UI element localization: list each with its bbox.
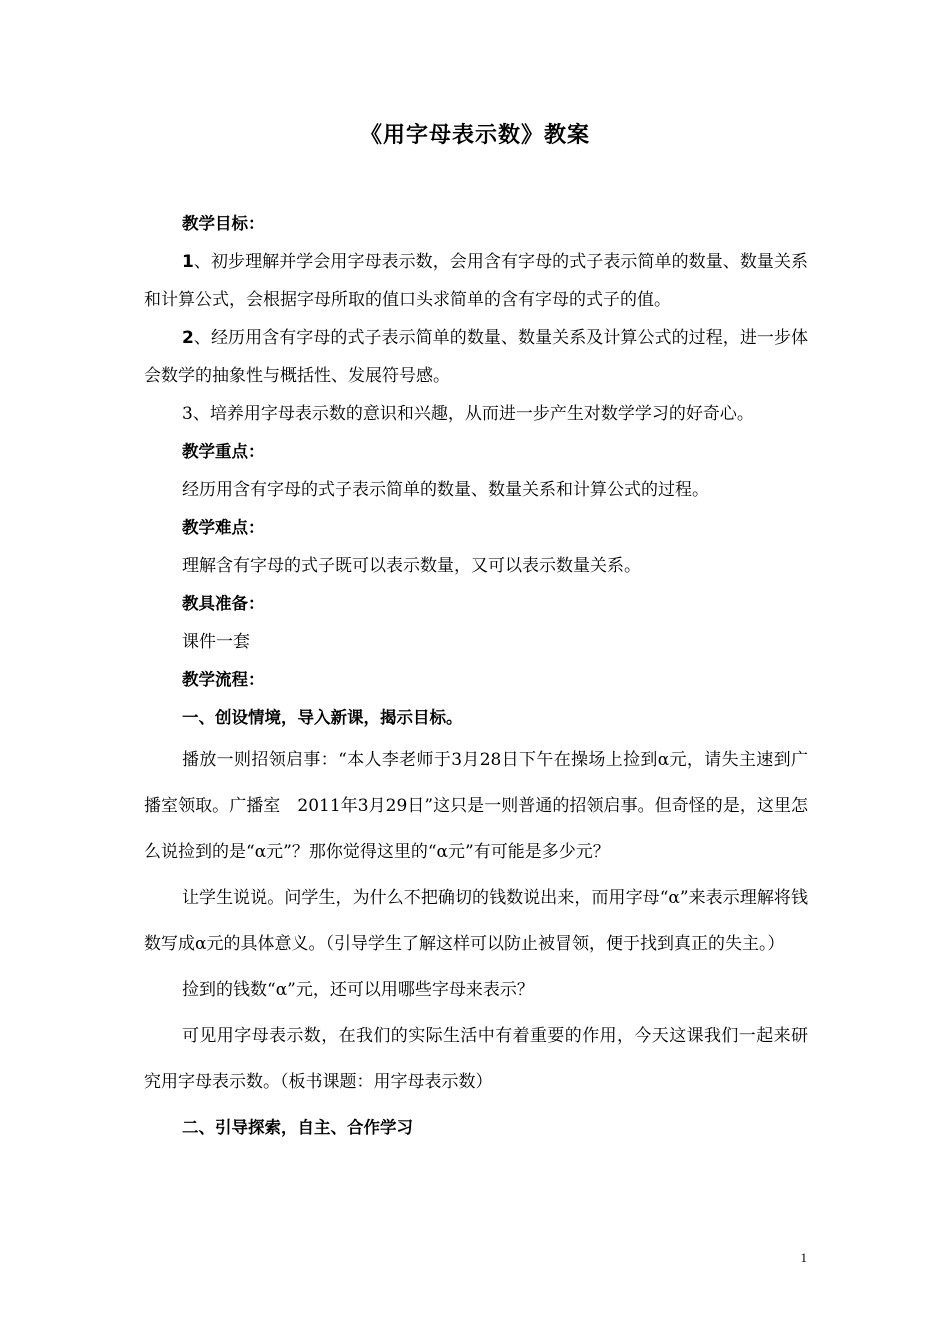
tools-heading: 教具准备： (182, 594, 265, 613)
page-number: 1 (800, 1250, 807, 1265)
goal-1-number: 1 (182, 252, 194, 272)
goals-heading: 教学目标： (182, 214, 265, 233)
process-heading: 教学流程： (182, 670, 265, 689)
document-title: 《用字母表示数》教案 (359, 123, 590, 148)
goal-2 (144, 319, 808, 395)
goal-1-text: 、初步理解并学会用字母表示数，会用含有字母的式子表示简单的数量、数量关系和计算公式，会根据字母所取的值口头求简单的含有字母的式子的值。 (144, 252, 808, 310)
paragraph-4: 可见用字母表示数，在我们的实际生活中有着重要的作用，今天这课我们一起来研究用字母表示数。（板书课题：用字母表示数） (144, 1026, 808, 1092)
paragraph-1: 播放一则招领启事：“本人李老师于3月28日下午在操场上捡到α元，请失主速到广播室领取。广播室 2011年3月29日”这只是一则普通的招领启事。但奇怪的是，这里怎么说捡到的是“α元”？那你觉得这里的“α元”有可能是多少元？ (144, 750, 808, 862)
paragraph-2: 让学生说说。问学生，为什么不把确切的钱数说出来，而用字母“α”来表示理解将钱数写成α元的具体意义。（引导学生了解这样可以防止被冒领，便于找到真正的失主。） (144, 888, 808, 954)
step-2-heading: 二、引导探索，自主、合作学习 (182, 1118, 413, 1137)
goal-2-text: 、经历用含有字母的式子表示简单的数量、数量关系及计算公式的过程，进一步体会数学的抽象性与概括性、发展符号感。 (144, 328, 808, 386)
key-heading: 教学重点： (182, 442, 265, 461)
tools-text: 课件一套 (182, 632, 250, 652)
goal-3: 3、培养用字母表示数的意识和兴趣，从而进一步产生对数学学习的好奇心。 (182, 404, 754, 424)
goal-1 (144, 243, 808, 319)
difficulty-heading: 教学难点： (182, 518, 265, 537)
difficulty-text: 理解含有字母的式子既可以表示数量，又可以表示数量关系。 (182, 556, 641, 576)
step-1-heading: 一、创设情境，导入新课，揭示目标。 (182, 708, 463, 727)
key-text: 经历用含有字母的式子表示简单的数量、数量关系和计算公式的过程。 (182, 480, 709, 500)
paragraph-3: 捡到的钱数“α”元，还可以用哪些字母来表示？ (182, 980, 534, 1000)
goal-2-number: 2 (182, 328, 194, 348)
document-body (144, 205, 808, 1151)
